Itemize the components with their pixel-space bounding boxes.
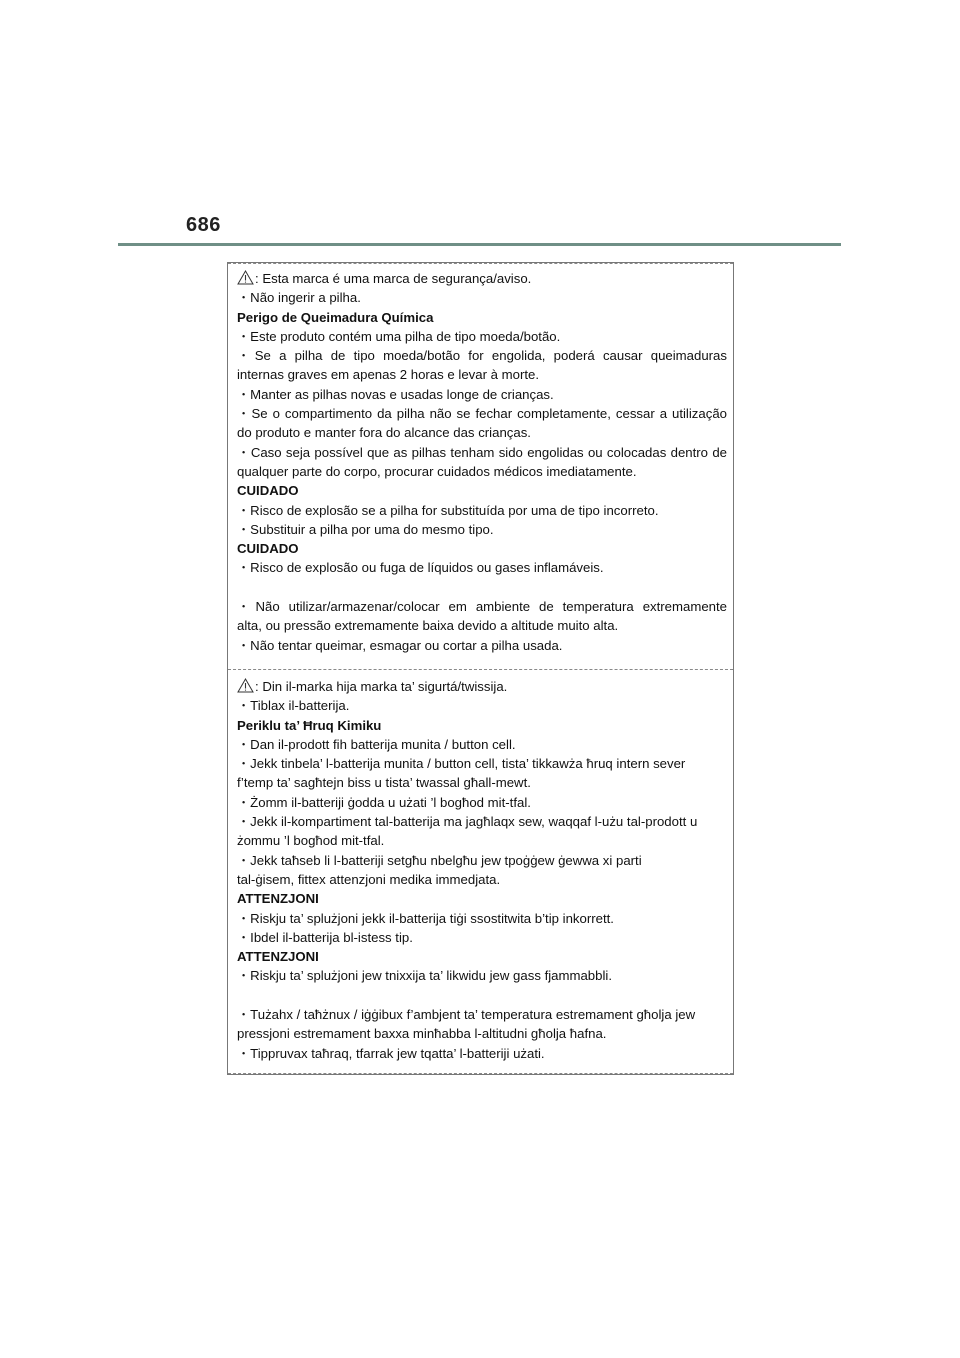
line-text: ・Manter as pilhas novas e usadas longe de crianças. [237, 386, 554, 402]
blank-line [237, 986, 727, 1005]
line-text: ・Se o compartimento da pilha não se fechar completamente, cessar a utilização [237, 406, 727, 422]
line-text: alta, ou pressão extremamente baixa devido a altitude muito alta. [237, 618, 619, 634]
text-line [237, 812, 727, 831]
warning-section-maltese [228, 669, 733, 1074]
line-text: : Din il-marka hija marka ta’ sigurtá/twissija. [255, 679, 508, 694]
line-text: ATTENZJONI [237, 949, 319, 965]
text-line [237, 851, 727, 870]
line-text: ・Jekk il-kompartiment tal-batterija ma jagħlaqx sew, waqqaf l-użu tal-prodott u [237, 814, 698, 830]
line-text: żommu ’l bogħod mit-tfal. [237, 833, 385, 849]
text-line [237, 462, 727, 481]
text-line [237, 597, 727, 616]
text-line [237, 404, 727, 423]
text-line [237, 909, 727, 928]
line-text: pressjoni estremament baxxa minħabba l-altitudni għolja ħafna. [237, 1026, 607, 1042]
text-line [237, 269, 727, 288]
text-line [237, 520, 727, 539]
line-text: internas graves em apenas 2 horas e levar à morte. [237, 367, 540, 383]
line-text: ・Risco de explosão ou fuga de líquidos ou gases inflamáveis. [237, 560, 604, 576]
text-line [237, 346, 727, 365]
text-line [237, 928, 727, 947]
line-text: qualquer parte do corpo, procurar cuidados médicos imediatamente. [237, 463, 637, 479]
line-text: ・Risco de explosão se a pilha for substituída por uma de tipo incorreto. [237, 502, 659, 518]
line-text: ・Jekk tinbela’ l-batterija munita / button cell, tista’ tikkawża ħruq intern sever [237, 756, 686, 772]
text-line [237, 1005, 727, 1024]
line-text: ・Jekk taħseb li l-batteriji setgħu nbelgħu jew tpoġġew ġewwa xi parti [237, 852, 642, 868]
line-text: ・Tiblax il-batterija. [237, 698, 350, 714]
text-line [237, 558, 727, 577]
warning-triangle-icon [237, 270, 254, 285]
section-heading [237, 481, 727, 500]
text-line [237, 793, 727, 812]
line-text: ・Não ingerir a pilha. [237, 290, 361, 306]
line-text: do produto e manter fora do alcance das crianças. [237, 425, 531, 441]
text-line [237, 870, 727, 889]
line-text: : Esta marca é uma marca de segurança/aviso. [255, 271, 532, 286]
line-text: CUIDADO [237, 483, 299, 499]
section-heading [237, 947, 727, 966]
text-line [237, 735, 727, 754]
section-heading [237, 889, 727, 908]
text-line [237, 773, 727, 792]
text-line [237, 1024, 727, 1043]
line-text: ・Tippruvax taħraq, tfarrak jew tqatta’ l-batteriji użati. [237, 1045, 545, 1061]
warning-lines [237, 269, 727, 655]
line-text: ・Não utilizar/armazenar/colocar em ambiente de temperatura extremamente [237, 599, 727, 615]
line-text: ・Este produto contém uma pilha de tipo moeda/botão. [237, 328, 561, 344]
text-line [237, 327, 727, 346]
line-text: ・Ibdel il-batterija bl-istess tip. [237, 929, 413, 945]
line-text: Periklu ta’ Ħruq Kimiku [237, 717, 382, 733]
battery-warning-box [227, 262, 734, 1075]
line-text: ・Não tentar queimar, esmagar ou cortar a pilha usada. [237, 637, 563, 653]
line-text: ・Riskju ta’ splużjoni jekk il-batterija tiġi ssostitwita b’tip inkorrett. [237, 910, 614, 926]
blank-line [237, 578, 727, 597]
text-line [237, 288, 727, 307]
line-text: CUIDADO [237, 541, 299, 557]
warning-lines [237, 677, 727, 1063]
text-line [237, 423, 727, 442]
warning-section-portuguese [228, 263, 733, 670]
page-number: 686 [186, 214, 221, 236]
line-text: ・Se a pilha de tipo moeda/botão for engolida, poderá causar queimaduras [237, 348, 727, 364]
text-line [237, 385, 727, 404]
text-line [237, 677, 727, 696]
line-text: ・Dan il-prodott fih batterija munita / button cell. [237, 736, 516, 752]
line-text: ・Riskju ta’ splużjoni jew tnixxija ta’ likwidu jew gass fjammabbli. [237, 968, 612, 984]
line-text: ・Caso seja possível que as pilhas tenham sido engolidas ou colocadas dentro de [237, 444, 727, 460]
text-line [237, 1044, 727, 1063]
text-line [237, 696, 727, 715]
line-text: Perigo de Queimadura Química [237, 309, 434, 325]
section-heading [237, 716, 727, 735]
text-line [237, 501, 727, 520]
line-text: tal-ġisem, fittex attenzjoni medika immedjata. [237, 871, 501, 887]
line-text: ATTENZJONI [237, 891, 319, 907]
line-text: ・Tużahx / taħżnux / iġġibux f’ambjent ta’ temperatura estremament għolja jew [237, 1007, 696, 1023]
line-text: f’temp ta’ sagħtejn biss u tista’ twassal għall-mewt. [237, 775, 531, 791]
section-heading [237, 308, 727, 327]
header-rule [118, 243, 841, 246]
text-line [237, 365, 727, 384]
text-line [237, 754, 727, 773]
warning-triangle-icon [237, 678, 254, 693]
line-text: ・Żomm il-batteriji ġodda u użati ’l bogħod mit-tfal. [237, 794, 531, 810]
text-line [237, 443, 727, 462]
line-text: ・Substituir a pilha por uma do mesmo tipo. [237, 521, 494, 537]
text-line [237, 966, 727, 985]
text-line [237, 831, 727, 850]
text-line [237, 636, 727, 655]
text-line [237, 616, 727, 635]
section-heading [237, 539, 727, 558]
